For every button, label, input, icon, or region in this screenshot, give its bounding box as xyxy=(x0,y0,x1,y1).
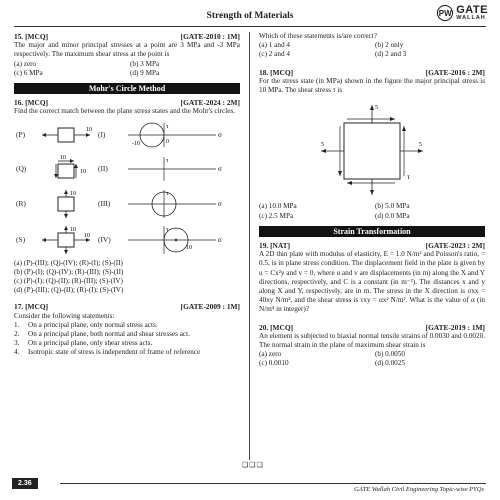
i-zero: 0 xyxy=(166,138,169,145)
iv-tau: τ xyxy=(166,226,169,233)
mohr-circle-iv xyxy=(120,225,230,255)
header-rule xyxy=(14,26,486,27)
r-value: 10 xyxy=(70,190,76,197)
q18-right-value: 5 xyxy=(419,142,422,149)
right-column xyxy=(259,32,485,374)
q18-option-c: (c) 2.5 MPa xyxy=(259,211,294,220)
q15-option-d: (d) 9 MPa xyxy=(130,68,160,77)
ii-tau: τ xyxy=(166,157,169,164)
q17-cont-text: Which of these statements is/are correct? xyxy=(259,32,377,40)
label-iii: (III) xyxy=(98,199,111,209)
pw-logo-icon: PW xyxy=(437,5,453,21)
logo-line1: GATE xyxy=(456,4,488,16)
q17-option-b: (b) 2 only xyxy=(375,41,404,50)
q20-options xyxy=(259,350,485,368)
q20-option-b: (b) 0.0050 xyxy=(375,350,405,359)
mohr-circle-i xyxy=(120,121,230,149)
s-value-top: 10 xyxy=(70,226,76,233)
q15-number: 15. [MCQ] xyxy=(14,32,49,41)
q16-option-a: (a) (P)-(III); (Q)-(IV); (R)-(I); (S)-(II) xyxy=(14,258,123,267)
q20-number: 20. [MCQ] xyxy=(259,322,294,332)
q18-text: For the stress state (in MPa) shown in the figure the major principal stress is 10 MPa. The shear stress τ is xyxy=(259,76,485,95)
p-value: 10 xyxy=(86,126,92,133)
question-20 xyxy=(259,323,485,369)
q16-figure-grid xyxy=(16,121,240,255)
q20-option-c: (c) 0.0010 xyxy=(259,359,289,368)
footer-text: GATE Wallah Civil Engineering Topic-wise PYQs xyxy=(354,486,484,493)
q18-option-b: (b) 5.0 MPa xyxy=(375,202,410,211)
label-s: (S) xyxy=(16,235,26,245)
q16-option-b: (b) (P)-(I); (Q)-(IV); (R)-(III); (S)-(II) xyxy=(14,267,124,276)
q15-text: The major and minor principal stresses at a point are 3 MPa and -3 MPa respectively. The maximum shear stress at the point is xyxy=(14,41,240,59)
q16-number: 16. [MCQ] xyxy=(14,98,49,108)
mohr-circle-iii xyxy=(120,189,230,219)
q15-option-a: (a) zero xyxy=(14,59,37,68)
label-ii: (II) xyxy=(98,164,108,174)
stress-element-q18 xyxy=(259,101,485,197)
footer-rule xyxy=(60,483,486,484)
q16-tag: [GATE-2024 : 2M] xyxy=(180,98,240,108)
q20-text: An element is subjected to biaxial normal tensile strains of 0.0030 and 0.0020. The normal strain in the plane of maximum shear strain is xyxy=(259,331,485,350)
iv-sigma: σ xyxy=(218,235,222,244)
gate-wallah-logo xyxy=(437,5,488,22)
section-band-mohr: Mohr's Circle Method xyxy=(14,83,240,94)
q17-tag: [GATE-2009 : 1M] xyxy=(180,302,240,312)
q17-option-d: (d) 2 and 3 xyxy=(375,50,407,59)
q15-option-c: (c) 6 MPa xyxy=(14,68,43,77)
q18-top-value: 5 xyxy=(375,105,378,112)
q-value-right: 10 xyxy=(80,168,86,175)
q20-tag: [GATE-2019 : 1M] xyxy=(425,322,485,332)
q17-statement-2: 2. On a principal plane, both normal and shear stresses act. xyxy=(14,330,190,339)
q18-figure xyxy=(259,101,485,200)
q17-statement-3: 3. On a principal plane, only shear stress acts. xyxy=(14,339,153,348)
q18-option-d: (d) 0.0 MPa xyxy=(375,211,410,220)
question-18 xyxy=(259,68,485,221)
q16-option-d: (d) (P)-(III); (Q)-(II); (R)-(I); (S)-(IV) xyxy=(14,286,124,295)
q19-text: A 2D thin plate with modulus of elasticity, E = 1.0 N/m² and Poisson's ratio, = 0.5, is in plane stress condition. The displacement field in the plate is given by u = Cx²y and v = 0, where u and v are displacements (in m) along the X and Y directions, respectively, and C is a constant (in m⁻²). The distances x and y along X and Y, respectively, are in m. The stress in the X direction is σxx = 40xy N/m², and the shear stress is τxy = αx² N/m². What is the value of α (in N/m⁴ in integer)? xyxy=(259,250,485,314)
q18-options xyxy=(259,202,485,220)
q17-text: Consider the following statements: xyxy=(14,311,115,320)
q18-number: 18. [MCQ] xyxy=(259,67,294,77)
q17-option-a: (a) 1 and 4 xyxy=(259,41,290,50)
q20-option-d: (d) 0.0025 xyxy=(375,359,405,368)
q18-option-a: (a) 10.0 MPa xyxy=(259,202,297,211)
question-17-continued xyxy=(259,32,485,60)
question-15 xyxy=(14,32,240,78)
q17-statement-4: 4. Isotropic state of stress is independent of frame of reference xyxy=(14,348,201,357)
q18-tau: τ xyxy=(407,173,410,182)
q16-text: Find the correct match between the plane stress states and the Mohr's circles. xyxy=(14,107,236,116)
q20-option-a: (a) zero xyxy=(259,350,282,359)
i-minus-ten: -10 xyxy=(132,140,140,147)
page-footer xyxy=(0,470,500,500)
ii-sigma: σ xyxy=(218,164,222,173)
section-band-strain: Strain Transformation xyxy=(259,226,485,237)
q17-option-c: (c) 2 and 4 xyxy=(259,50,290,59)
stress-element-s xyxy=(38,225,98,255)
s-value-right: 10 xyxy=(84,232,90,239)
logo-line2: WALLAH xyxy=(456,15,486,21)
label-p: (P) xyxy=(16,130,26,140)
q-value-top: 10 xyxy=(60,154,66,161)
stress-element-r xyxy=(38,189,98,219)
i-tau: τ xyxy=(166,123,169,130)
stress-element-q xyxy=(38,155,98,183)
q18-left-value: 5 xyxy=(321,142,324,149)
q17-options xyxy=(259,41,485,59)
page-header xyxy=(0,0,500,30)
stress-element-p xyxy=(38,123,98,147)
iii-tau: τ xyxy=(166,190,169,197)
label-i: (I) xyxy=(98,130,106,140)
page-number: 2.36 xyxy=(12,478,38,489)
q15-option-b: (b) 3 MPa xyxy=(130,59,160,68)
mohr-circle-ii xyxy=(120,155,230,183)
i-sigma: σ xyxy=(218,130,222,139)
column-divider xyxy=(249,32,250,460)
q16-option-c: (c) (P)-(I); (Q)-(II); (R)-(III); (S)-(IV) xyxy=(14,277,123,286)
left-column xyxy=(14,32,240,363)
q17-number: 17. [MCQ] xyxy=(14,302,49,312)
q18-tag: [GATE-2016 : 2M] xyxy=(425,67,485,77)
question-17 xyxy=(14,302,240,357)
q15-tag: [GATE-2010 : 1M] xyxy=(180,32,240,41)
label-q: (Q) xyxy=(16,164,27,174)
label-r: (R) xyxy=(16,199,26,209)
end-mark: ❑❑❑ xyxy=(242,461,264,469)
header-title: Strength of Materials xyxy=(206,11,294,21)
iv-ten: 10 xyxy=(186,244,192,251)
q19-tag: [GATE-2023 : 2M] xyxy=(425,241,485,251)
q19-number: 19. [NAT] xyxy=(259,241,291,251)
question-16 xyxy=(14,98,240,295)
q15-options xyxy=(14,60,240,78)
q17-statement-1: 1. On a principal plane, only normal stress acts. xyxy=(14,320,158,329)
question-19 xyxy=(259,241,485,315)
label-iv: (IV) xyxy=(98,235,111,245)
q16-options xyxy=(14,259,240,296)
iii-sigma: σ xyxy=(218,199,222,208)
